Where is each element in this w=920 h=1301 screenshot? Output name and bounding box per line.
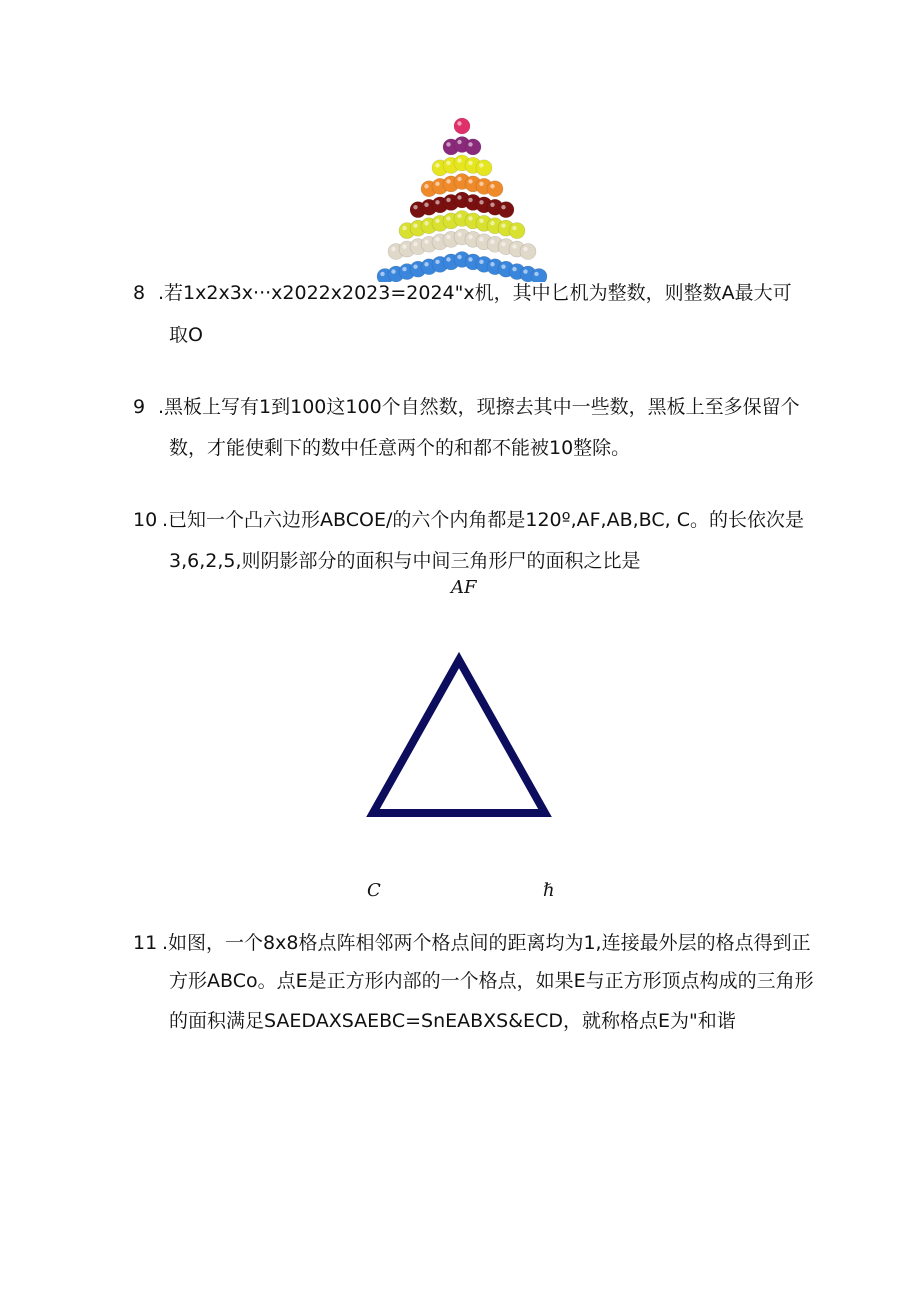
bead-highlight [435,200,439,204]
triangle-figure [358,646,558,826]
bead-highlight [457,195,461,199]
bead-highlight [512,267,516,271]
bead-highlight [457,177,461,181]
bead-highlight [479,237,483,241]
bead-highlight [479,260,483,264]
bead-highlight [413,264,417,268]
question-8-line-1: .若1x2x3x···x2022x2023=2024"x机，其中匕机为整数，则整数A最大可 [158,282,792,304]
bead-highlight [468,142,472,146]
bead-highlight [490,240,494,244]
bead-highlight [457,121,461,125]
bead-highlight [479,219,483,223]
bead-highlight [413,223,417,227]
bead-highlight [523,247,527,251]
bead-highlight [534,272,538,276]
bead-highlight [446,198,450,202]
bead-highlight [468,198,472,202]
bead-highlight [435,237,439,241]
bead-highlight [402,244,406,248]
bead-highlight [435,219,439,223]
bead-highlight [490,203,494,207]
question-8-number: 8 [133,282,146,304]
bead-highlight [435,182,439,186]
bead [509,223,525,239]
bead-highlight [468,179,472,183]
triangle-outline [373,660,545,813]
question-10-line-2: 3,6,2,5,则阴影部分的面积与中间三角形尸的面积之比是 [169,550,641,572]
bead-highlight [490,221,494,225]
bead-highlight [479,200,483,204]
bead-highlight [468,216,472,220]
bead-highlight [446,161,450,165]
bead-highlight [457,255,461,259]
bead-highlight [435,163,439,167]
bead-highlight [490,184,494,188]
bead-highlight [424,262,428,266]
bead-pyramid-image [372,112,552,282]
figure-label-af: AF [451,577,477,598]
bead-highlight [424,203,428,207]
bead-highlight [391,269,395,273]
bead-highlight [468,235,472,239]
bead-highlight [391,247,395,251]
bead-highlight [468,161,472,165]
figure-label-h: ℏ [543,880,555,901]
bead-highlight [446,257,450,261]
bead [465,139,481,155]
bead-highlight [402,267,406,271]
bead-highlight [446,216,450,220]
bead-highlight [523,269,527,273]
question-11-number: 11 [133,932,158,954]
bead [498,202,514,218]
bead-highlight [479,182,483,186]
bead-highlight [512,226,516,230]
question-11-line-3: 的面积满足SAEDAXSAEBC=SnEABXS&ECD，就称格点E为"和谐 [169,1010,736,1032]
question-11-line-2: 方形ABCo。点E是正方形内部的一个格点，如果E与正方形顶点构成的三角形 [169,970,814,992]
bead [531,268,547,282]
bead-highlight [457,158,461,162]
figure-label-c: C [367,880,381,901]
bead-highlight [468,257,472,261]
bead [520,244,536,260]
bead-highlight [435,260,439,264]
bead [476,160,492,176]
question-9-line-2: 数，才能使剩下的数中任意两个的和都不能被10整除。 [169,437,631,459]
bead-highlight [501,264,505,268]
bead-highlight [490,262,494,266]
bead [454,118,470,134]
question-8-line-2: 取O [169,324,203,346]
bead-highlight [413,242,417,246]
bead-highlight [457,140,461,144]
question-9-number: 9 [133,396,146,418]
bead-highlight [512,244,516,248]
bead-highlight [501,242,505,246]
bead-highlight [479,163,483,167]
bead-highlight [413,205,417,209]
question-9-line-1: .黑板上写有1到100这100个自然数，现擦去其中一些数，黑板上至多保留个 [158,396,800,418]
bead-highlight [424,240,428,244]
bead-highlight [424,184,428,188]
bead-highlight [457,232,461,236]
bead-highlight [402,226,406,230]
bead-highlight [446,179,450,183]
bead-highlight [501,205,505,209]
question-10-line-1: .已知一个凸六边形ABCOE/的六个内角都是120º,AF,AB,BC, C。的长依次是 [162,509,804,531]
bead-highlight [424,221,428,225]
question-10-number: 10 [133,509,158,531]
bead-highlight [446,235,450,239]
question-11-line-1: .如图，一个8x8格点阵相邻两个格点间的距离均为1,连接最外层的格点得到正 [162,932,811,954]
bead-highlight [457,214,461,218]
bead-highlight [446,142,450,146]
bead-highlight [380,272,384,276]
bead-highlight [501,223,505,227]
bead [487,181,503,197]
